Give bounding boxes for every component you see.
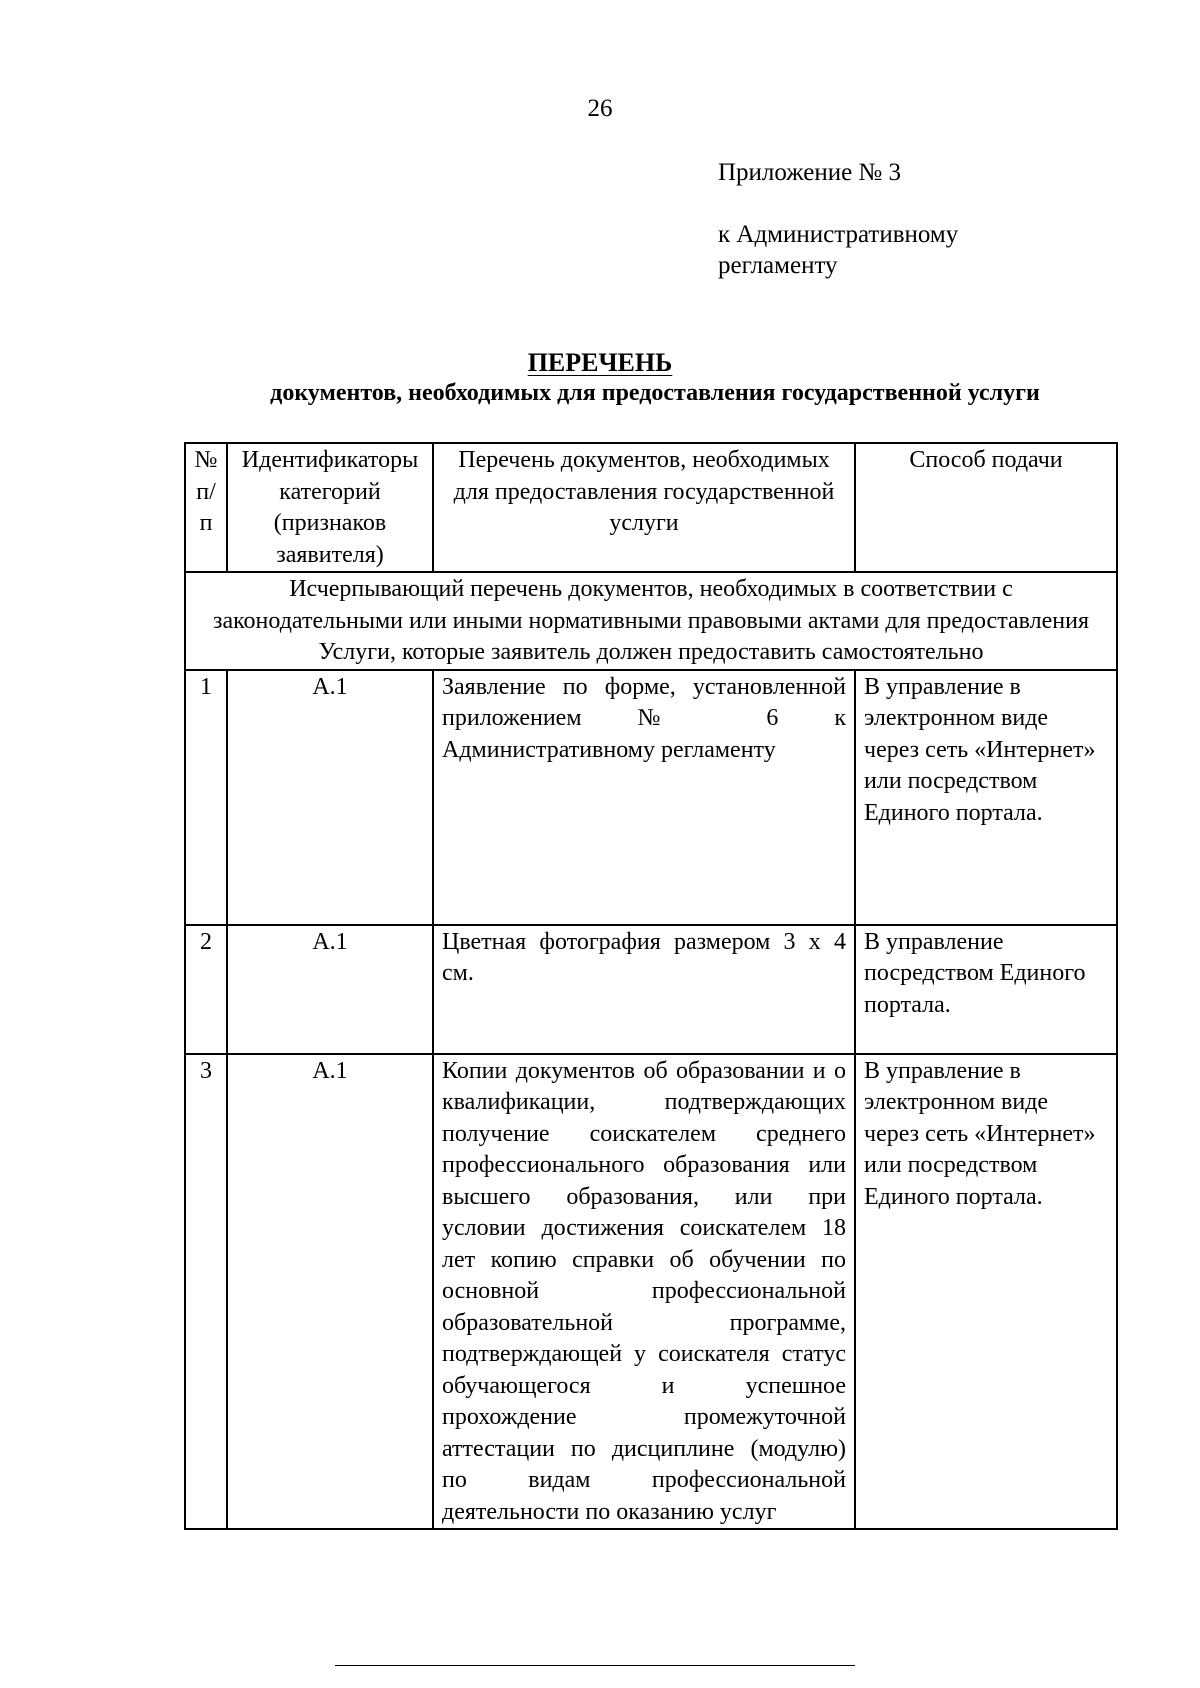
appendix-reference-line-2: регламенту <box>718 252 838 279</box>
row-method: В управление посредством Единого портала. <box>855 925 1117 1054</box>
row-document: Цветная фотография размером 3 х 4 см. <box>433 925 855 1054</box>
row-identifier: А.1 <box>227 670 433 925</box>
header-identifiers: Идентификаторы категорий (признаков заявителя) <box>227 443 433 572</box>
row-method: В управление в электронном виде через сеть «Интернет» или посредством Единого портала. <box>855 670 1117 925</box>
row-document: Копии документов об образовании и о квалификации, подтверждающих получение соискателем среднего профессионального образования или высшего образования, или при условии достижения соискателем 18 лет копию справки об обучении по основной профессиональной образовательной программе, подтверждающей у соискателя статус обучающегося и успешное прохождение промежуточной аттестации по дисциплине (модулю) по видам профессиональной деятельности по оказанию услуг <box>433 1054 855 1530</box>
row-number: 3 <box>185 1054 227 1530</box>
footer-rule <box>335 1665 855 1666</box>
document-subtitle: документов, необходимых для предоставления государственной услуги <box>270 380 1040 406</box>
table-row <box>185 1054 1117 1530</box>
documents-table <box>184 442 1118 1530</box>
header-documents: Перечень документов, необходимых для предоставления государственной услуги <box>433 443 855 572</box>
section-row <box>185 572 1117 670</box>
header-method: Способ подачи <box>855 443 1117 572</box>
row-method: В управление в электронном виде через сеть «Интернет» или посредством Единого портала. <box>855 1054 1117 1530</box>
appendix-reference-line-1: к Административному <box>718 221 959 248</box>
section-heading: Исчерпывающий перечень документов, необходимых в соответствии с законодательными или иными нормативными правовыми актами для предоставления Услуги, которые заявитель должен предоставить самостоятельно <box>185 572 1117 670</box>
appendix-number: Приложение № 3 <box>718 159 902 186</box>
row-number: 1 <box>185 670 227 925</box>
row-number: 2 <box>185 925 227 1054</box>
appendix-reference <box>718 219 958 281</box>
table-header-row <box>185 443 1117 572</box>
row-document: Заявление по форме, установленной приложением № 6 к Административному регламенту <box>433 670 855 925</box>
page-number: 26 <box>587 95 613 122</box>
table-row <box>185 670 1117 925</box>
document-title: ПЕРЕЧЕНЬ <box>527 348 673 377</box>
row-identifier: А.1 <box>227 1054 433 1530</box>
row-identifier: А.1 <box>227 925 433 1054</box>
table-row <box>185 925 1117 1054</box>
header-number: № п/п <box>185 443 227 572</box>
